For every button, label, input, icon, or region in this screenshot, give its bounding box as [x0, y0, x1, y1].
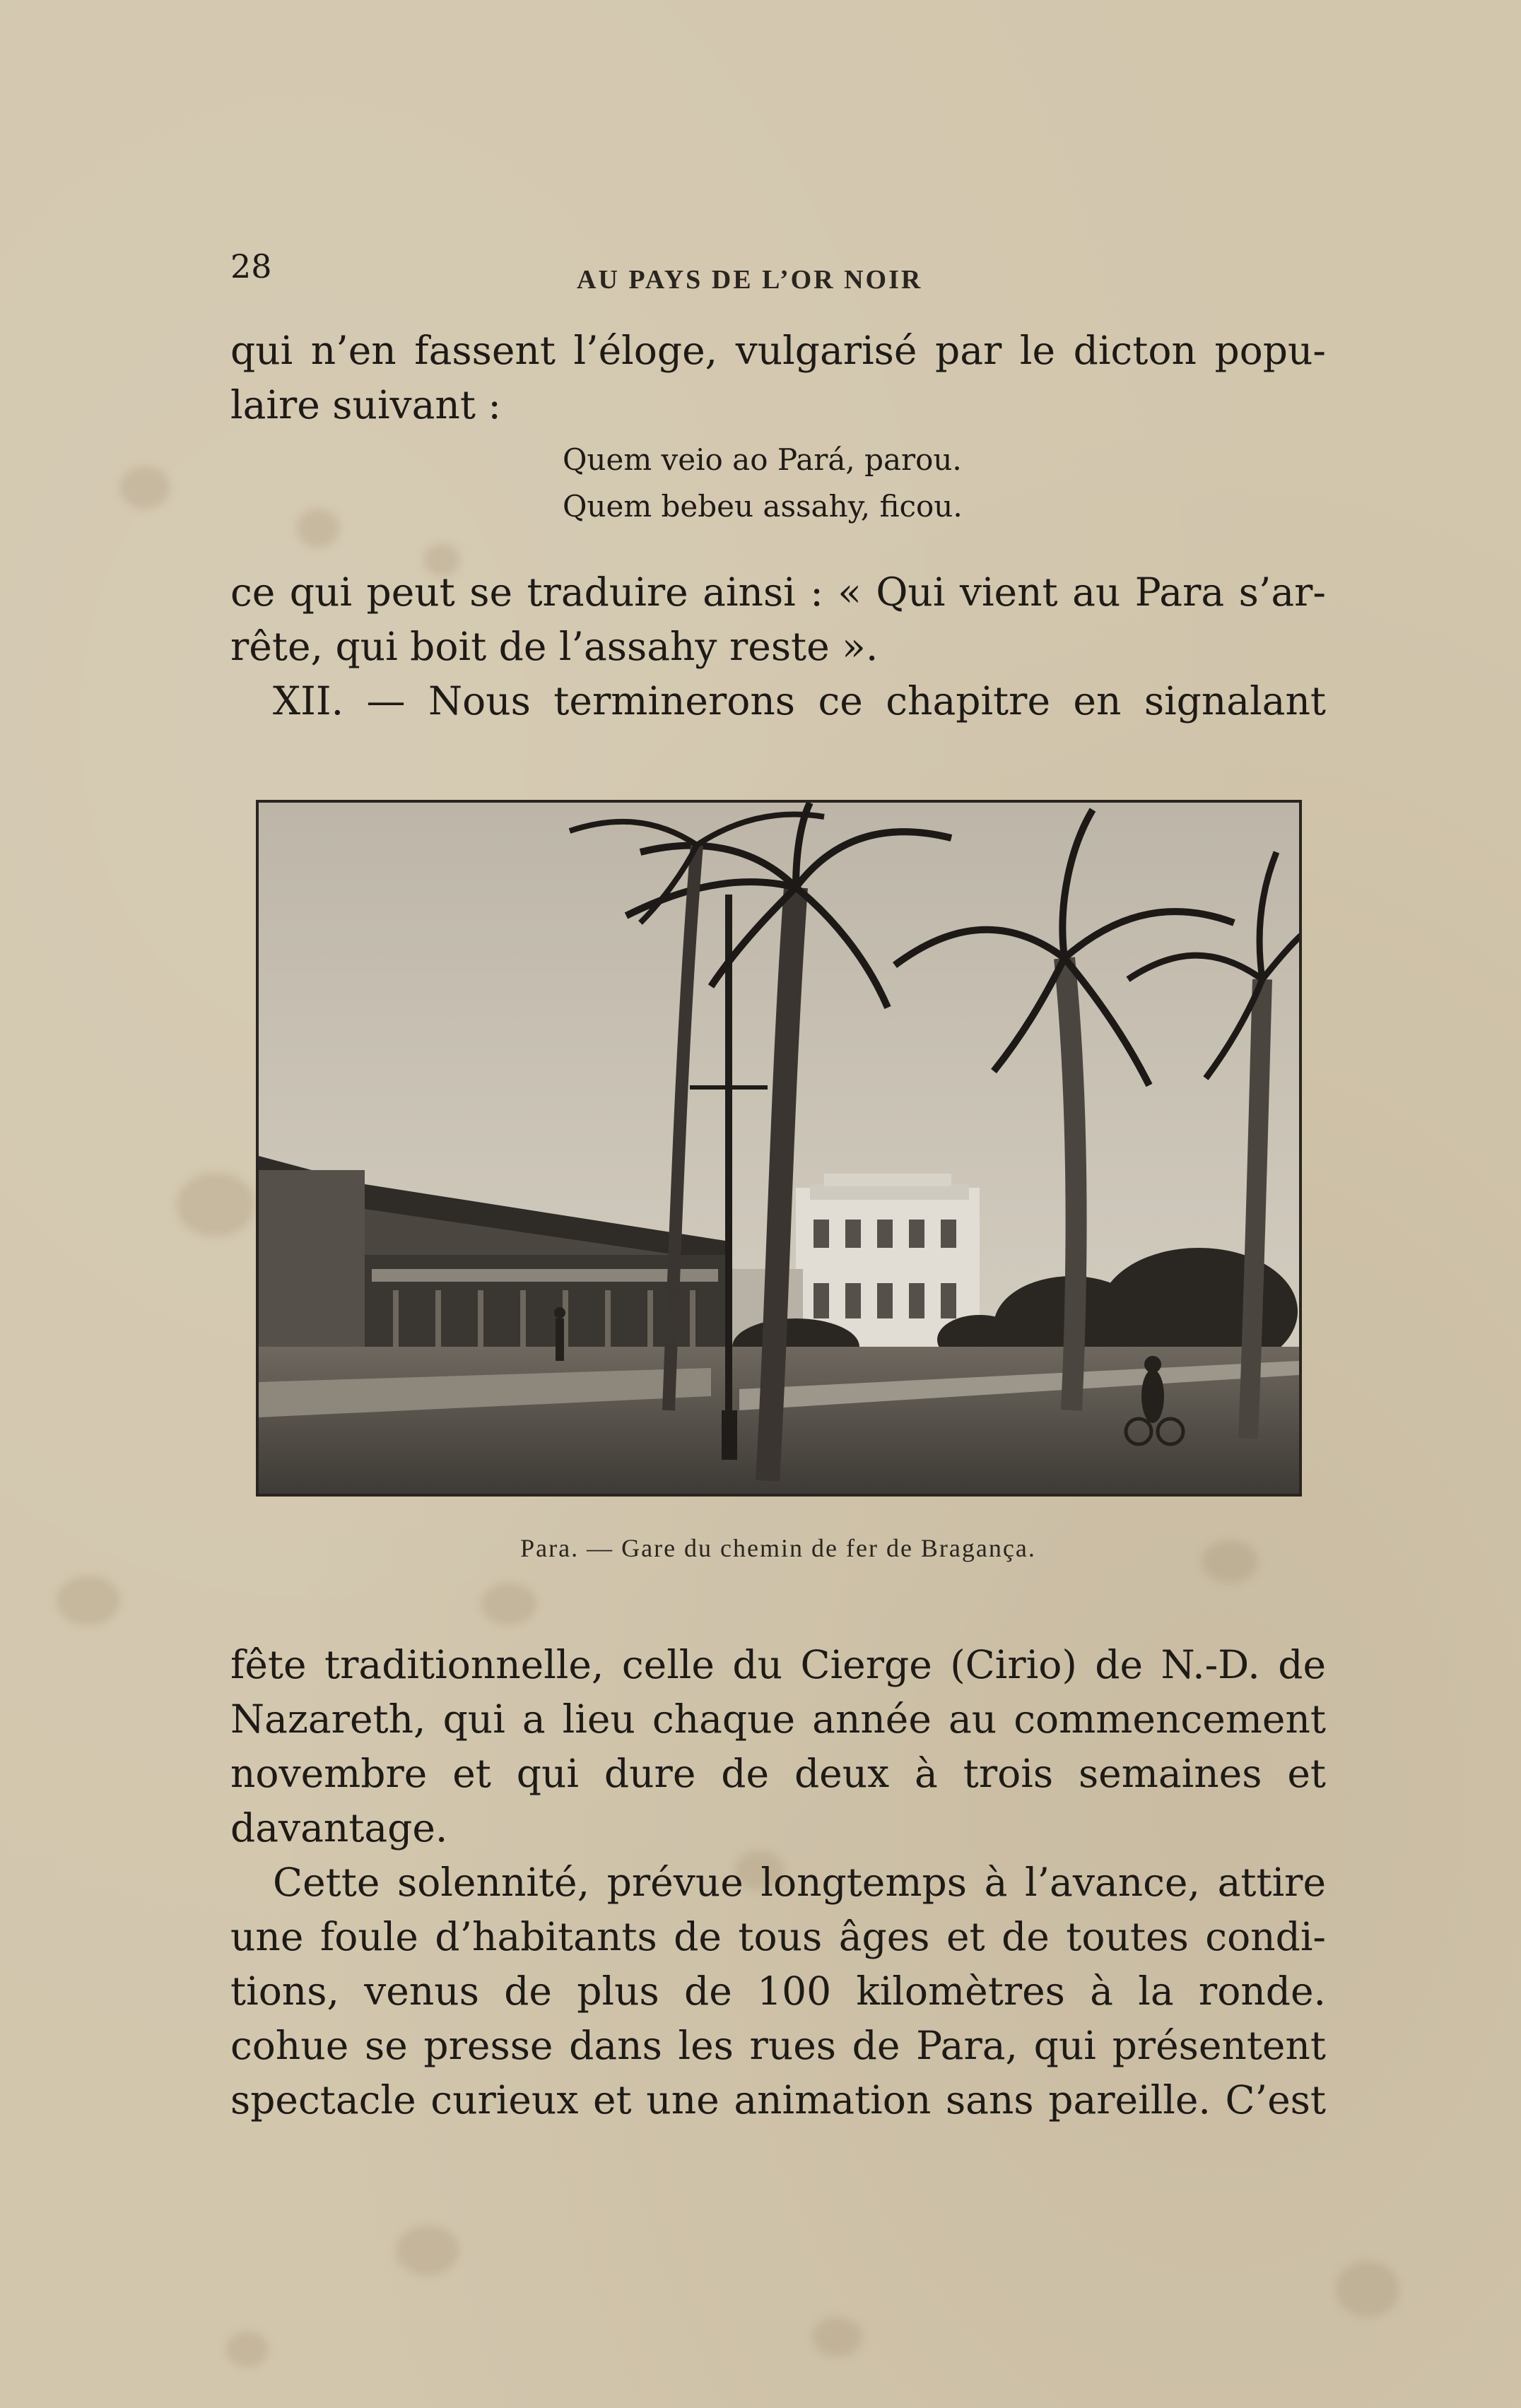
text-line: qui n’en fassent l’éloge, vulgarisé par le dicton popu- — [230, 328, 1326, 373]
verse-line: Quem veio ao Pará, parou. — [563, 442, 962, 477]
paper-stain — [396, 2226, 459, 2275]
text-line: laire suivant : — [230, 382, 501, 427]
text-line: fête traditionnelle, celle du Cierge (Cirio) de N.-D. de — [230, 1642, 1326, 1687]
running-header — [230, 247, 1326, 295]
text-line: une foule d’habitants de tous âges et de toutes condi- — [230, 1914, 1326, 1959]
paper-stain — [177, 1173, 254, 1237]
verse-line: Quem bebeu assahy, ficou. — [563, 489, 963, 524]
text-line: Cette solennité, prévue longtemps à l’avance, attire — [273, 1860, 1326, 1905]
text-line: Nazareth, qui a lieu chaque année au commencement — [230, 1696, 1326, 1742]
top-paragraph — [230, 324, 1326, 432]
text-line: davantage. — [230, 1805, 448, 1851]
text-line: cohue se presse dans les rues de Para, qui présentent — [230, 2023, 1326, 2068]
after-figure-paragraph — [230, 1638, 1326, 2127]
paper-stain — [120, 466, 170, 509]
paper-stain — [226, 2332, 269, 2367]
text-line: ce qui peut se traduire ainsi : « Qui vient au Para s’ar- — [230, 569, 1326, 615]
text-line: novembre et qui dure de deux à trois semaines et — [230, 1751, 1326, 1796]
page-number: 28 — [230, 247, 272, 285]
text-line: tions, venus de plus de 100 kilomètres à la ronde. — [230, 1969, 1326, 2014]
figure-pedestrian — [554, 1307, 565, 1361]
paper-stain — [813, 2318, 862, 2356]
text-line: rête, qui boit de l’assahy reste ». — [230, 624, 879, 669]
paper-stain — [1336, 2261, 1399, 2318]
section-xii-line: XII. — Nous terminerons ce chapitre en signalant — [273, 678, 1326, 724]
photograph-bragança-station — [256, 800, 1302, 1497]
portuguese-verse — [563, 437, 963, 530]
paper-stain — [297, 509, 339, 548]
paper-stain — [57, 1576, 120, 1625]
station-photo-illustration — [259, 803, 1299, 1494]
running-title: AU PAYS DE L’OR NOIR — [577, 265, 923, 295]
figure-caption: Para. — Gare du chemin de fer de Bragança. — [520, 1534, 1036, 1562]
translation-paragraph — [230, 565, 1326, 728]
text-line: spectacle curieux et une animation sans pareille. C’est — [230, 2077, 1326, 2123]
paper-stain — [481, 1583, 537, 1625]
